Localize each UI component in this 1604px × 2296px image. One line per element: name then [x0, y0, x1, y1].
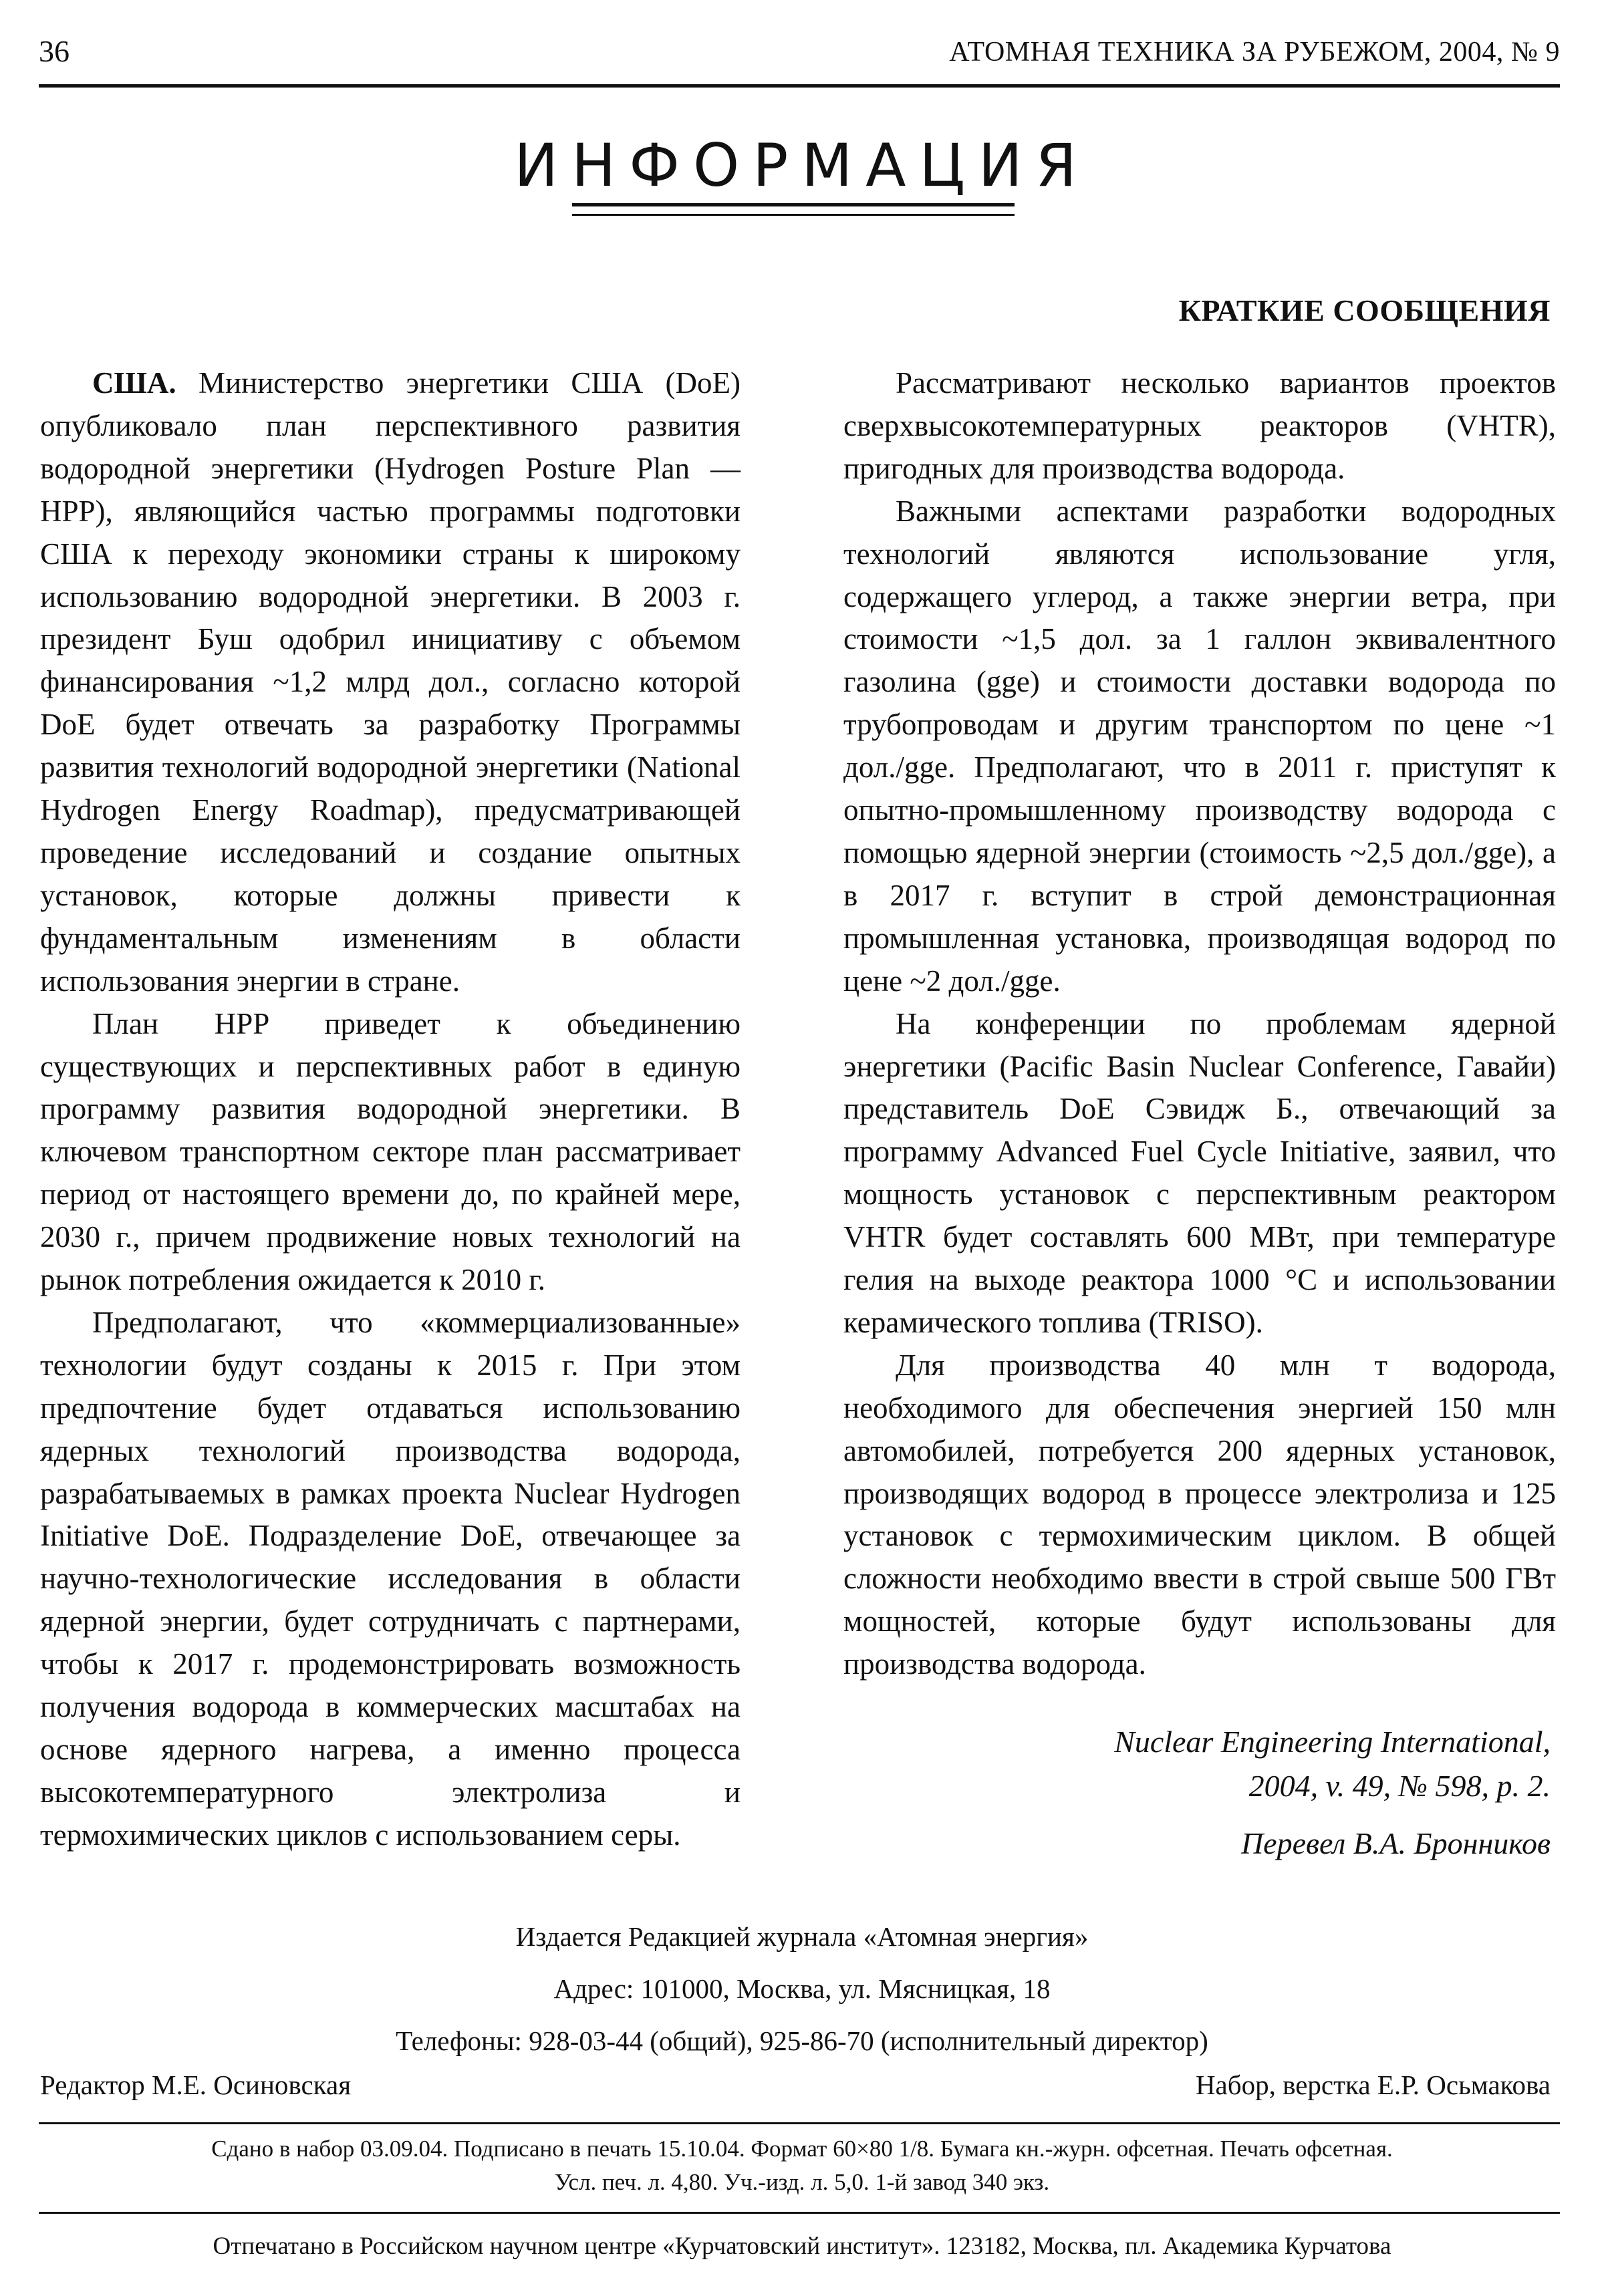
- printer-info: Отпечатано в Российском научном центре «Курчатовский институт». 123182, Москва, пл. Академика Курчатова: [213, 2233, 1391, 2260]
- journal-title: АТОМНАЯ ТЕХНИКА ЗА РУБЕЖОМ, 2004, № 9: [949, 37, 1560, 67]
- country-lead: США.: [92, 366, 176, 400]
- print-details: Сдано в набор 03.09.04. Подписано в печать 15.10.04. Формат 60×80 1/8. Бумага кн.-журн. офсетная. Печать офсетная.: [211, 2136, 1393, 2162]
- imprint-divider: [39, 2212, 1560, 2214]
- imprint-phones: Телефоны: 928-03-44 (общий), 925-86-70 (исполнительный директор): [396, 2025, 1208, 2056]
- section-subtitle: КРАТКИЕ СООБЩЕНИЯ: [1178, 293, 1551, 327]
- imprint-divider: [39, 2122, 1560, 2124]
- article-paragraph: Рассматривают несколько вариантов проектов сверхвысокотемпературных реакторов (VHTR), пригодных для производства водорода.: [843, 366, 1556, 485]
- translator-credit: Перевел В.А. Бронников: [1240, 1826, 1551, 1860]
- editor-credit: Редактор М.Е. Осиновская: [40, 2069, 352, 2100]
- article-paragraph: Предполагают, что «коммерциализованные» технологии будут созданы к 2015 г. При этом предпочтение будет отдаваться использованию ядерных технологий производства водорода, разрабатываемых в рамках проекта Nuclear Hydrogen Initiative DoE. Подразделение DoE, отвечающее за научно-технологические исследования в области ядерной энергии, будет сотрудничать с партнерами, чтобы к 2017 г. продемонстрировать возможность получения водорода в коммерческих масштабах на основе ядерного нагрева, а именно процесса высокотемпературного электролиза и термохимических циклов с использованием серы.: [40, 1305, 741, 1852]
- section-title: ИНФОРМАЦИЯ: [514, 131, 1090, 200]
- article-paragraph: План HPP приведет к объединению существующих и перспективных работ в единую программу развития водородной энергетики. В ключевом транспортном секторе план рассматривает период от настоящего времени до, по крайней мере, 2030 г., причем продвижение новых технологий на рынок потребления ожидается к 2010 г.: [40, 1006, 741, 1297]
- imprint-publisher: Издается Редакцией журнала «Атомная энергия»: [515, 1921, 1089, 1952]
- article-paragraph: Для производства 40 млн т водорода, необходимого для обеспечения энергией 150 млн автомобилей, потребуется 200 ядерных установок, производящих водород в процессе электролиза и 125 установок с термохимическим циклом. В общей сложности необходимо ввести в строй свыше 500 ГВт мощностей, которые будут использованы для производства водорода.: [843, 1348, 1556, 1681]
- title-underline-thick: [572, 203, 1015, 206]
- article-paragraph: На конференции по проблемам ядерной энергетики (Pacific Basin Nuclear Conference, Гавайи) представитель DoE Сэвидж Б., отвечающий за программу Advanced Fuel Cycle Initiative, заявил, что мощность установок с перспективным реактором VHTR будет составлять 600 МВт, при температуре гелия на выходе реактора 1000 °C и использовании керамического топлива (TRISO).: [843, 1006, 1556, 1339]
- article-paragraph: [40, 362, 741, 1003]
- source-citation: [1114, 1720, 1551, 1808]
- imprint-address: Адрес: 101000, Москва, ул. Мясницкая, 18: [553, 1973, 1051, 2004]
- page-header: [39, 27, 1560, 88]
- source-line: 2004, v. 49, № 598, p. 2.: [1248, 1769, 1551, 1803]
- page-number: 36: [39, 34, 70, 68]
- left-column: [40, 362, 741, 1857]
- title-underline-thin: [572, 214, 1015, 216]
- right-column: [843, 362, 1556, 1686]
- source-line: Nuclear Engineering International,: [1114, 1725, 1551, 1759]
- article-paragraph: Важными аспектами разработки водородных технологий являются использование угля, содержащего углерод, а также энергии ветра, при стоимости ~1,5 дол. за 1 галлон эквивалентного газолина (gge) и стоимости доставки водорода по трубопроводам и другим транспортом по цене ~1 дол./gge. Предполагают, что в 2011 г. приступят к опытно-промышленному производству водорода с помощью ядерной энергии (стоимость ~2,5 дол./gge), а в 2017 г. вступит в строй демонстрационная промышленная установка, производящая водород по цене ~2 дол./gge.: [843, 494, 1556, 998]
- layout-credit: Набор, верстка Е.Р. Осьмакова: [1195, 2069, 1551, 2100]
- print-details: Усл. печ. л. 4,80. Уч.-изд. л. 5,0. 1-й завод 340 экз.: [554, 2169, 1050, 2195]
- paragraph-text: Министерство энергетики США (DoE) опубликовало план перспективного развития водородной энергетики (Hydrogen Posture Plan — HPP), являющийся частью программы подготовки США к переходу экономики страны к широкому использованию водородной энергетики. В 2003 г. президент Буш одобрил инициативу с объемом финансирования ~1,2 млрд дол., согласно которой DoE будет отвечать за разработку Программы развития технологий водородной энергетики (National Hydrogen Energy Roadmap), предусматривающей проведение исследований и создание опытных установок, которые должны привести к фундаментальным изменениям в области использования энергии в стране.: [40, 366, 741, 998]
